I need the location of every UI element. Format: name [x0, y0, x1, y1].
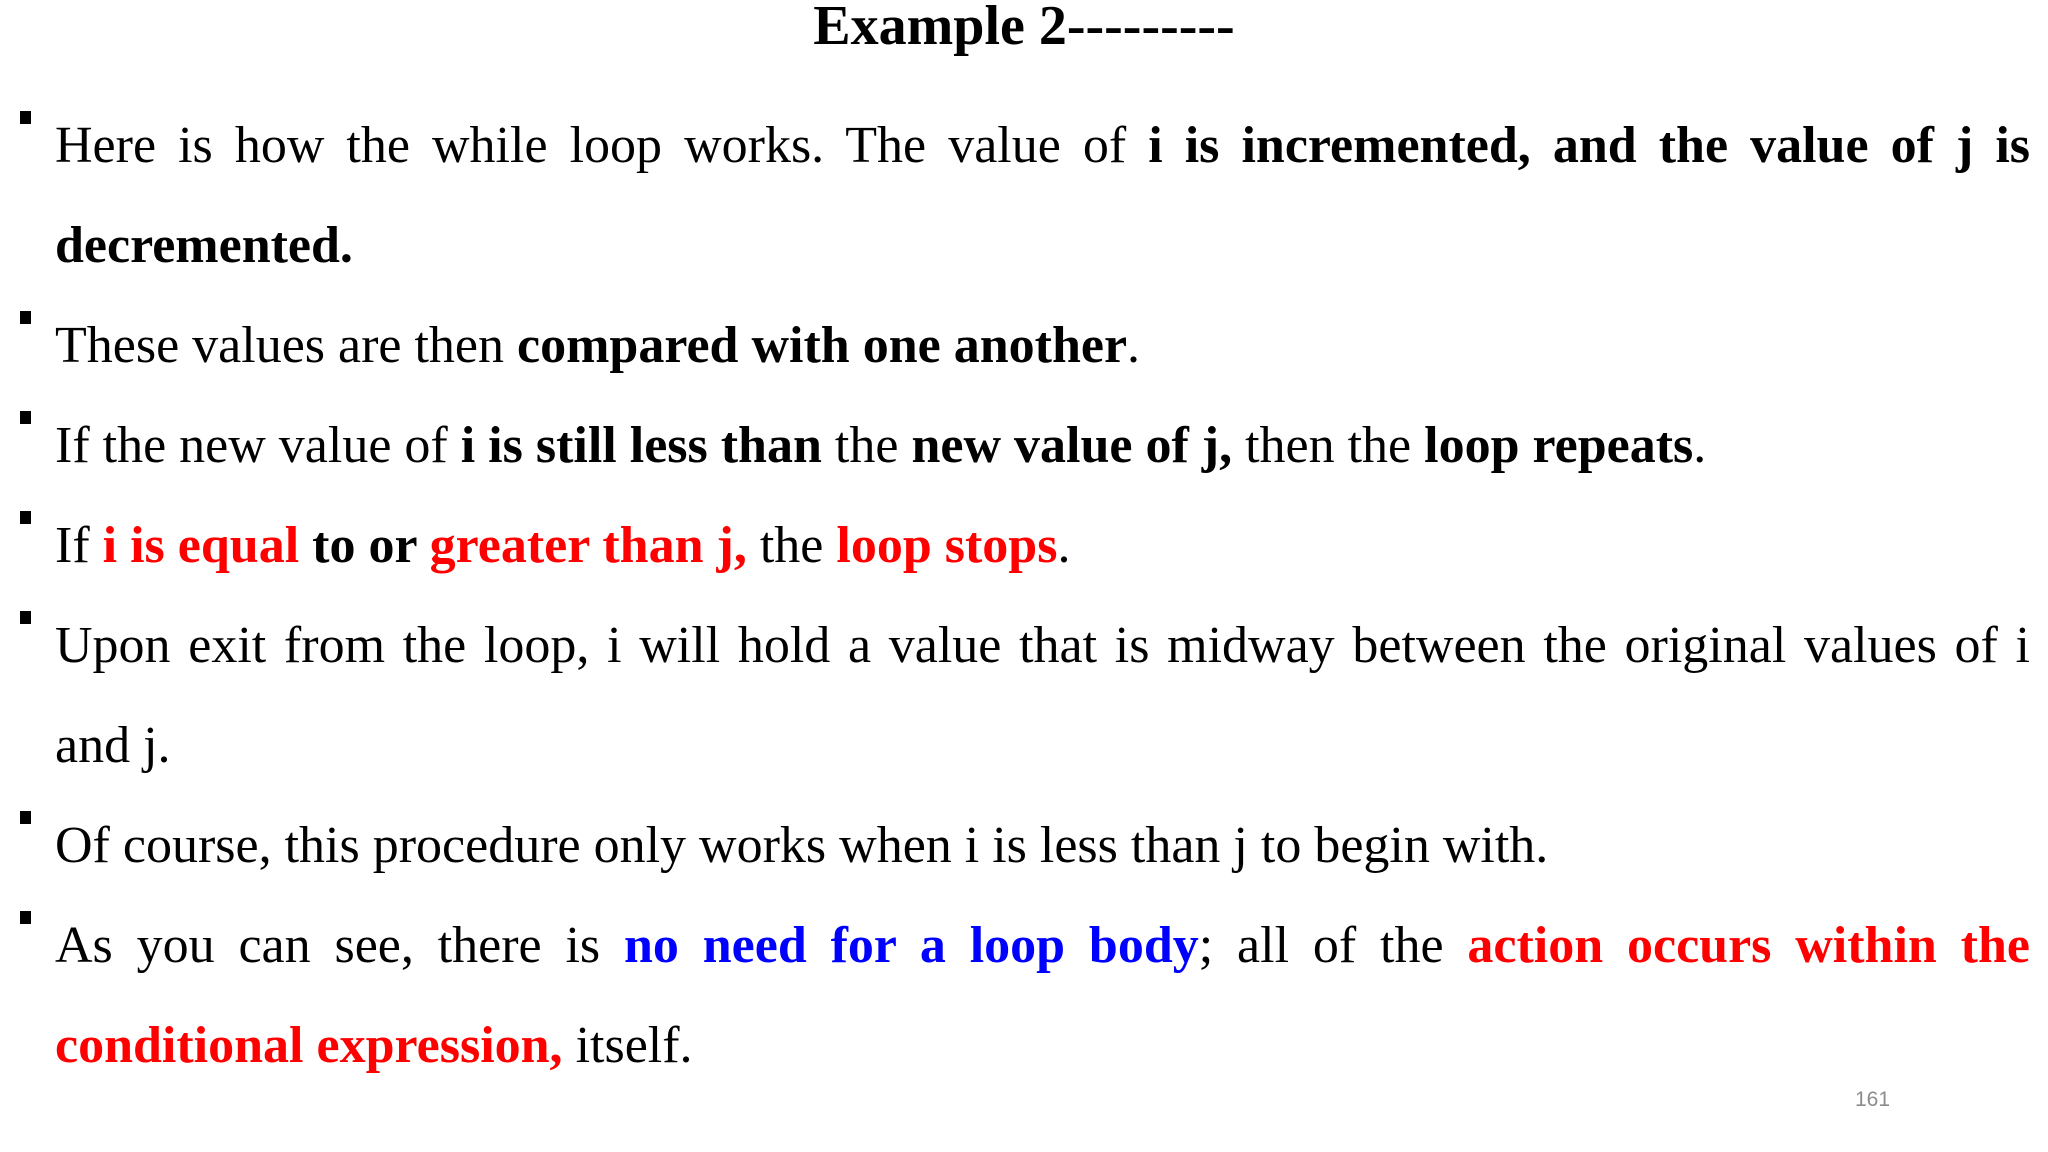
- text-segment: ; all of the: [1198, 917, 1468, 974]
- bold-text-segment: compared with one another: [517, 317, 1128, 374]
- bullet-item: [20, 796, 2030, 896]
- bullet-text: [55, 517, 1070, 574]
- page-number: 161: [1855, 1088, 1891, 1111]
- bullet-item: [20, 396, 2030, 496]
- square-bullet-icon: [20, 911, 31, 924]
- bold-text-segment: i is incremented, and the value of j is decremented.: [55, 117, 2031, 274]
- red-emphasis-segment: loop stops: [836, 517, 1058, 574]
- text-segment: the: [821, 417, 912, 474]
- bullet-item: [20, 96, 2030, 296]
- text-segment: Upon exit from the loop, i will hold a value that is midway between the original values of i and j.: [55, 617, 2030, 774]
- text-segment: the: [746, 517, 837, 574]
- square-bullet-icon: [20, 311, 31, 324]
- square-bullet-icon: [20, 811, 31, 824]
- bullet-item: [20, 296, 2030, 396]
- square-bullet-icon: [20, 511, 31, 524]
- square-bullet-icon: [20, 611, 31, 624]
- text-segment: If: [55, 517, 103, 574]
- bullet-item: [20, 496, 2030, 596]
- text-segment: These values are then: [55, 317, 518, 374]
- bullet-text: [55, 817, 1548, 874]
- red-emphasis-segment: i is equal: [102, 517, 300, 574]
- bold-text-segment: loop repeats: [1424, 417, 1694, 474]
- bullet-text: [55, 417, 1706, 474]
- text-segment: As you can see, there is: [55, 917, 624, 974]
- bullet-text: [55, 317, 1140, 374]
- bullet-text: [55, 917, 2030, 1074]
- slide-title: Example 2---------: [813, 0, 1235, 57]
- text-segment: then the: [1232, 417, 1425, 474]
- text-segment: .: [1693, 417, 1707, 474]
- bold-text-segment: to or: [299, 517, 430, 574]
- bullet-item: [20, 896, 2030, 1096]
- bullet-text: [55, 617, 2030, 774]
- bullet-list: [20, 96, 2030, 1096]
- text-segment: .: [1057, 517, 1071, 574]
- square-bullet-icon: [20, 411, 31, 424]
- red-emphasis-segment: action occurs within the conditional expression,: [55, 917, 2030, 1074]
- text-segment: .: [1127, 317, 1141, 374]
- bold-text-segment: new value of j,: [911, 417, 1233, 474]
- text-segment: If the new value of: [55, 417, 461, 474]
- bold-text-segment: i is still less than: [460, 417, 822, 474]
- text-segment: itself.: [562, 1017, 693, 1074]
- text-segment: Of course, this procedure only works when i is less than j to begin with.: [55, 817, 1549, 874]
- red-emphasis-segment: greater than j,: [429, 517, 747, 574]
- square-bullet-icon: [20, 111, 31, 124]
- blue-emphasis-segment: no need for a loop body: [623, 917, 1199, 974]
- bullet-text: [55, 117, 2030, 274]
- bullet-item: [20, 596, 2030, 796]
- text-segment: Here is how the while loop works. The value of: [55, 117, 1149, 174]
